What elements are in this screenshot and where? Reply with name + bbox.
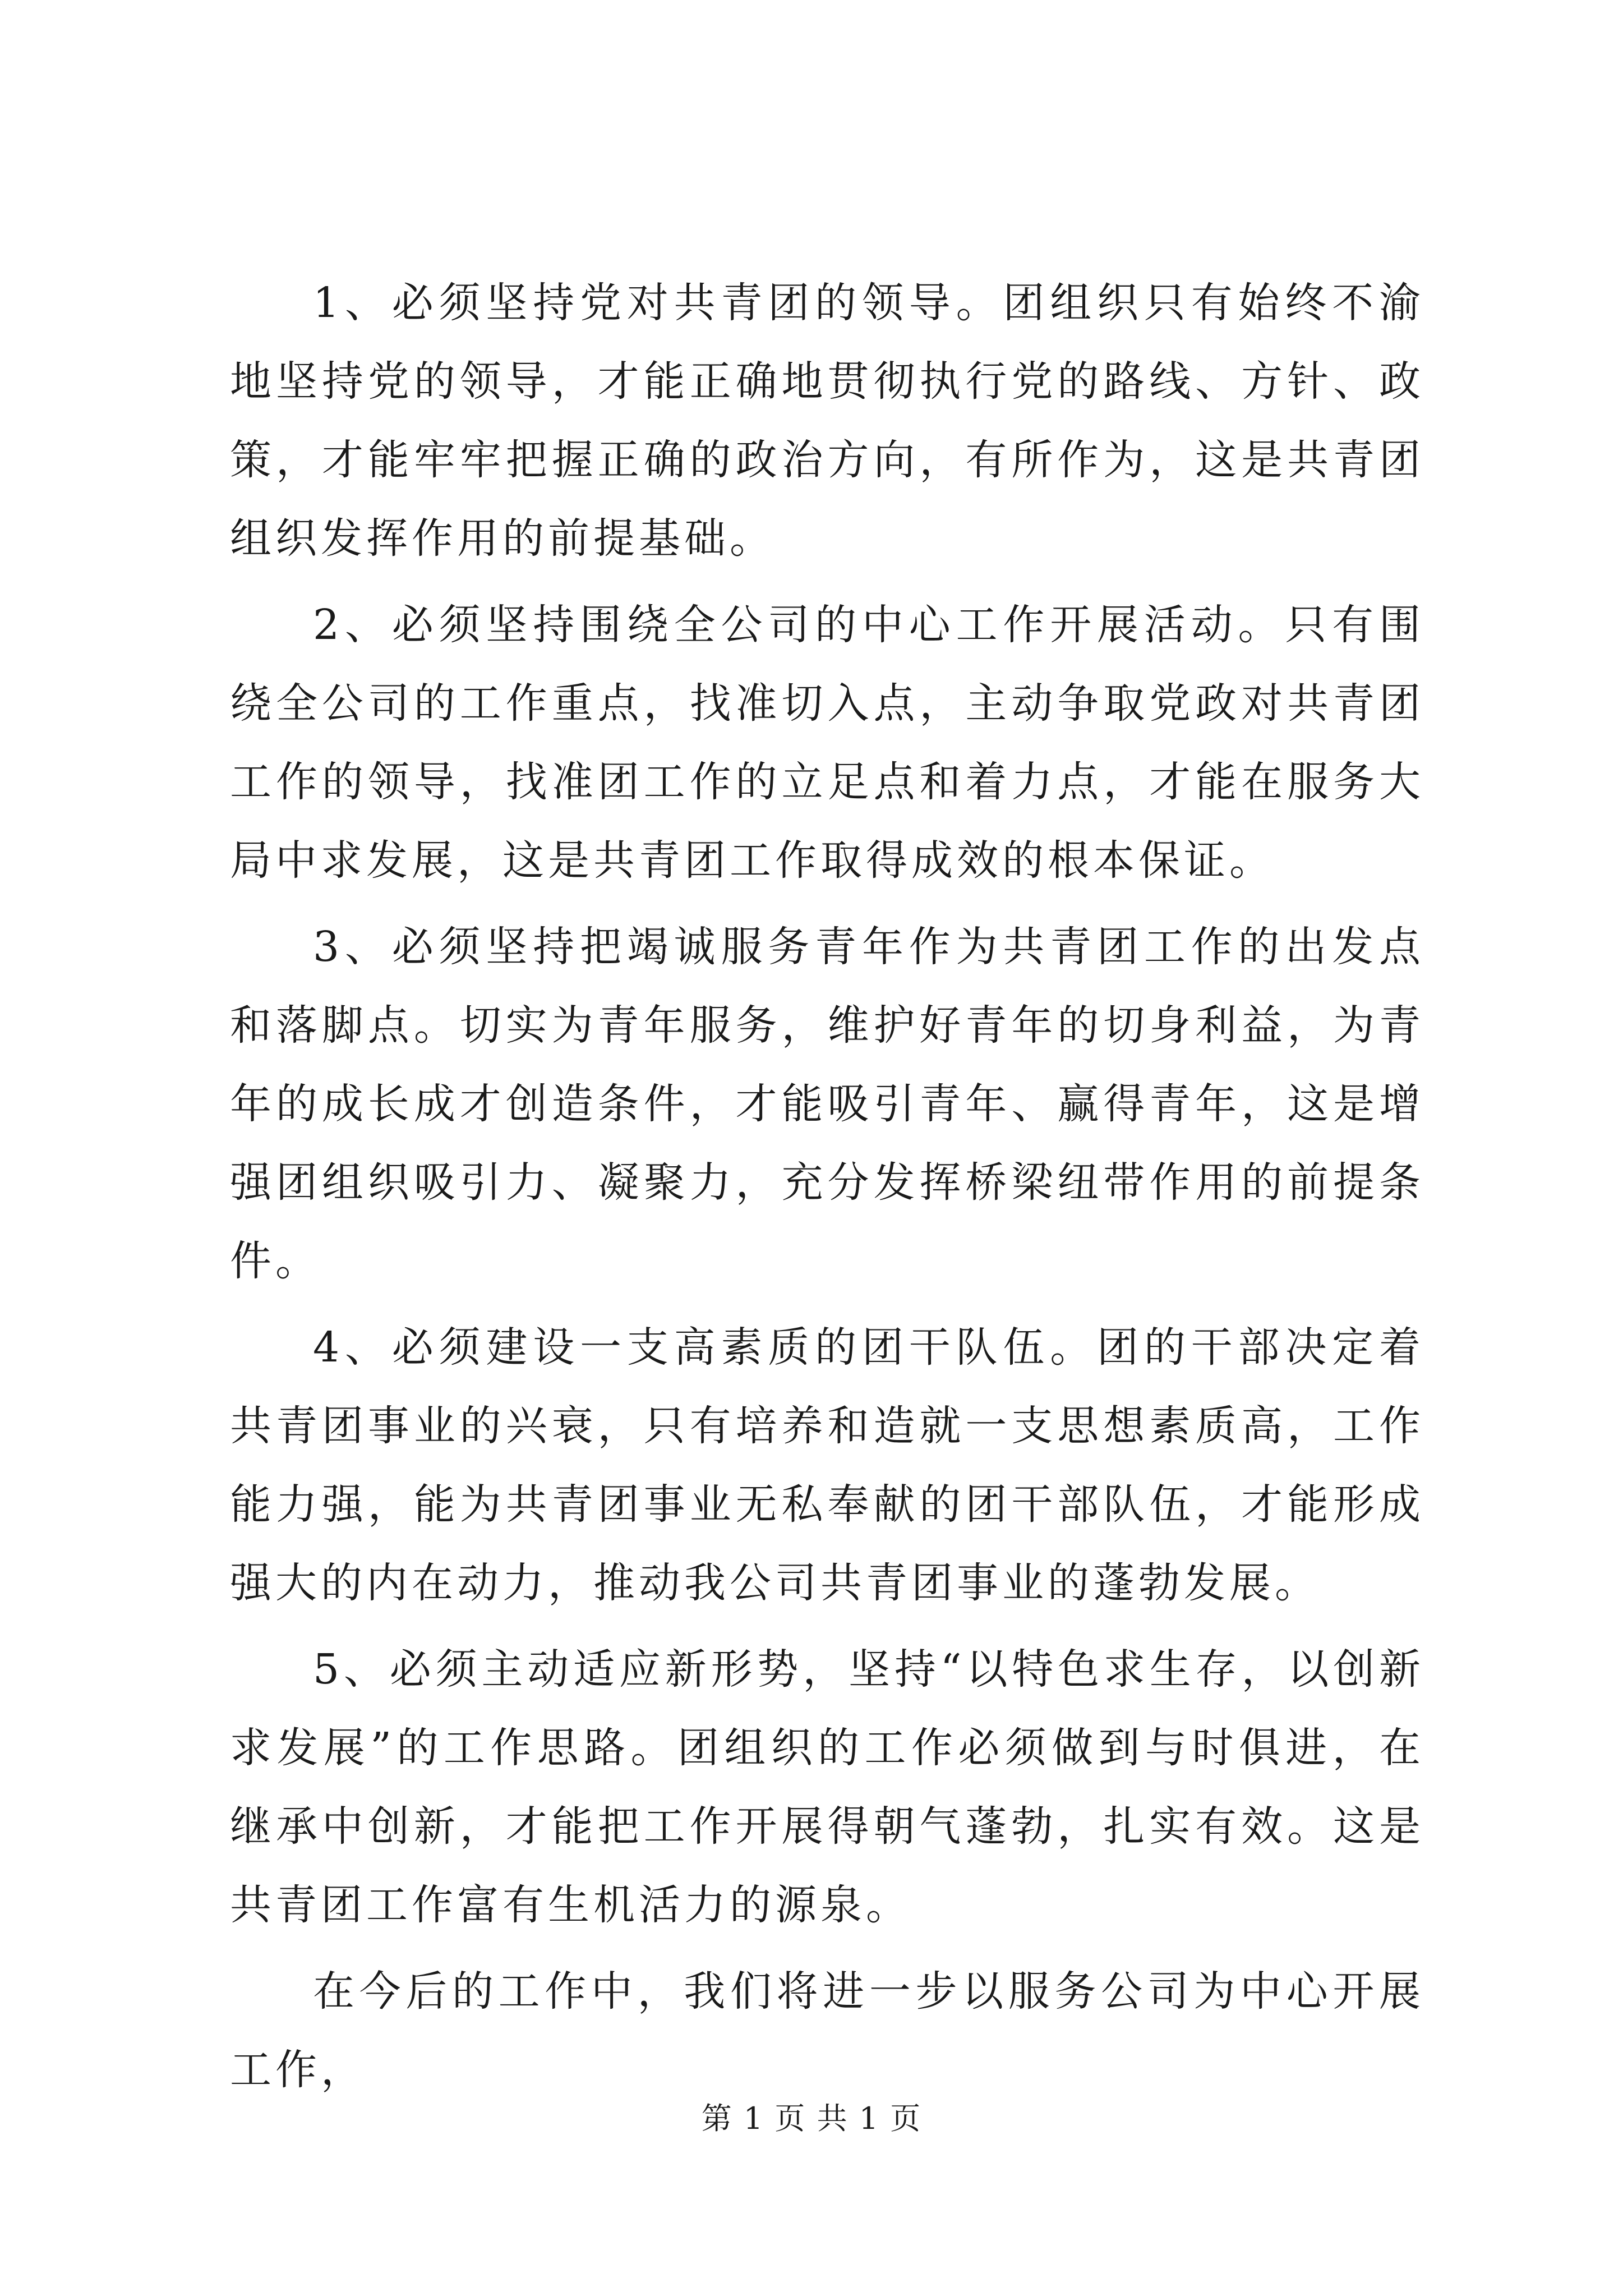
paragraph-3: 3、必须坚持把竭诚服务青年作为共青团工作的出发点和落脚点。切实为青年服务，维护好青年的切身利益，为青年的成长成才创造条件，才能吸引青年、赢得青年，这是增强团组织吸引力、凝聚力，充分发挥桥梁纽带作用的前提条件。 xyxy=(230,923,1424,1285)
paragraph-1: 1、必须坚持党对共青团的领导。团组织只有始终不渝地坚持党的领导，才能正确地贯彻执行党的路线、方针、政策，才能牢牢把握正确的政治方向，有所作为，这是共青团组织发挥作用的前提基础。 xyxy=(230,279,1424,563)
document-body xyxy=(230,264,1424,2117)
paragraph-4: 4、必须建设一支高素质的团干队伍。团的干部决定着共青团事业的兴衰，只有培养和造就一支思想素质高，工作能力强，能为共青团事业无私奉献的团干部队伍，才能形成强大的内在动力，推动我公司共青团事业的蓬勃发展。 xyxy=(230,1323,1424,1607)
paragraph-6: 在今后的工作中，我们将进一步以服务公司为中心开展工作， xyxy=(230,1967,1424,2094)
paragraph-2: 2、必须坚持围绕全公司的中心工作开展活动。只有围绕全公司的工作重点，找准切入点，主动争取党政对共青团工作的领导，找准团工作的立足点和着力点，才能在服务大局中求发展，这是共青团工作取得成效的根本保证。 xyxy=(230,601,1424,885)
page-footer: 第 1 页 共 1 页 xyxy=(701,2101,922,2136)
paragraph-5: 5、必须主动适应新形势，坚持“以特色求生存，以创新求发展”的工作思路。团组织的工作必须做到与时俱进，在继承中创新，才能把工作开展得朝气蓬勃，扎实有效。这是共青团工作富有生机活力的源泉。 xyxy=(230,1645,1424,1929)
